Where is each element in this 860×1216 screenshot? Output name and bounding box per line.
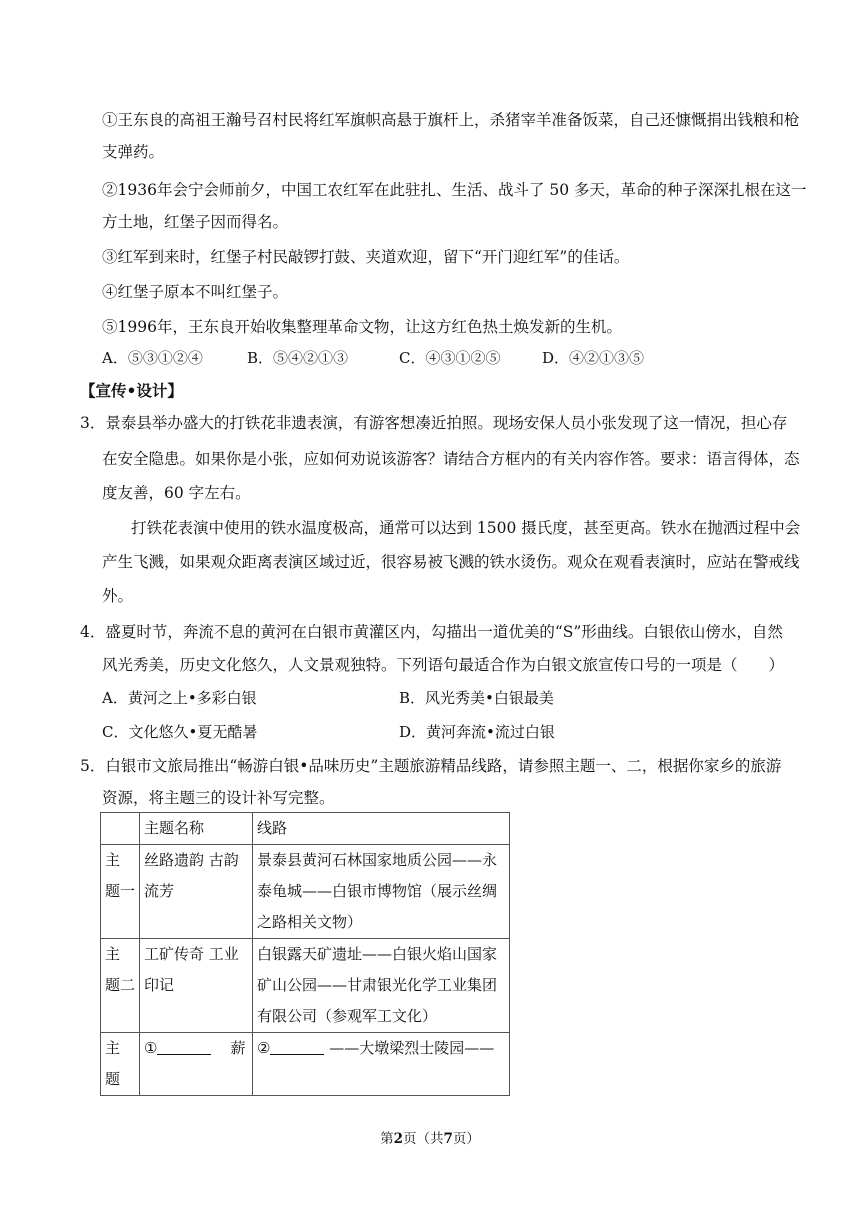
- section-heading: 【宣传•设计】: [80, 381, 183, 400]
- q3-material-line-3: 外。: [102, 587, 134, 605]
- q2-option-b: B．⑤④②①③: [247, 349, 349, 367]
- q2-sentence-3: ③红军到来时，红堡子村民敲锣打鼓、夹道欢迎，留下“开门迎红军”的佳话。: [102, 248, 630, 266]
- q2-sentence-1-line-2: 支弹药。: [102, 143, 165, 161]
- theme-route-table: [100, 812, 510, 1096]
- q2-sentence-5: ⑤1996年，王东良开始收集整理革命文物，让这方红色热土焕发新的生机。: [102, 318, 622, 336]
- row-label-theme-2: 主 题二: [101, 939, 140, 1033]
- q4-option-a: A．黄河之上•多彩白银: [102, 689, 257, 707]
- q2-option-a: A．⑤③①②④: [102, 349, 203, 367]
- q2-option-c: C．④③①②⑤: [399, 349, 501, 367]
- table-header-row: [101, 813, 510, 845]
- q4-line-1: 4．盛夏时节，奔流不息的黄河在白银市黄灌区内，勾描出一道优美的“S”形曲线。白银依山傍水，自然: [80, 623, 783, 641]
- q2-option-d: D．④②①③⑤: [542, 349, 645, 367]
- q4-option-d: D．黄河奔流•流过白银: [399, 723, 555, 741]
- current-page-number: 2: [393, 1131, 403, 1147]
- q3-material-line-1: 打铁花表演中使用的铁水温度极高，通常可以达到 1500 摄氏度，甚至更高。铁水在抛洒过程中会: [131, 519, 801, 537]
- theme-3-route-tail: ——大墩梁烈士陵园——: [329, 1039, 495, 1057]
- footer-prefix: 第: [380, 1131, 394, 1147]
- total-page-number: 7: [443, 1131, 453, 1147]
- theme-2-name: 工矿传奇 工业印记: [140, 939, 253, 1033]
- q4-line-2: 风光秀美，历史文化悠久，人文景观独特。下列语句最适合作为白银文旅宣传口号的一项是（ ）: [102, 656, 785, 674]
- footer-suffix: 页）: [452, 1131, 480, 1147]
- theme-1-route: 景泰县黄河石林国家地质公园——永泰龟城——白银市博物馆（展示丝绸之路相关文物）: [253, 845, 510, 939]
- table-header-theme-name: 主题名称: [140, 813, 253, 845]
- table-row: [101, 939, 510, 1033]
- theme-3-name-cell: [140, 1033, 253, 1096]
- q2-sentence-4: ④红堡子原本不叫红堡子。: [102, 283, 289, 301]
- table-row: [101, 845, 510, 939]
- footer-middle: 页（共: [403, 1131, 444, 1147]
- q3-line-1: 3．景泰县举办盛大的打铁花非遗表演，有游客想凑近拍照。现场安保人员小张发现了这一情况，担心存: [80, 414, 788, 432]
- blank-1-marker: ①: [144, 1039, 158, 1057]
- q3-line-2: 在安全隐患。如果你是小张，应如何劝说该游客？请结合方框内的有关内容作答。要求：语言得体，态: [102, 450, 800, 468]
- q5-line-1: 5．白银市文旅局推出“畅游白银•品味历史”主题旅游精品线路，请参照主题一、二，根据你家乡的旅游: [80, 757, 782, 775]
- row-label-theme-1: 主 题一: [101, 845, 140, 939]
- theme-1-name: 丝路遗韵 古韵流芳: [140, 845, 253, 939]
- q2-sentence-1-line-1: ①王东良的高祖王瀚号召村民将红军旗帜高悬于旗杆上，杀猪宰羊准备饭菜，自己还慷慨捐出钱粮和枪: [102, 111, 800, 129]
- q4-option-c: C．文化悠久•夏无酷暑: [102, 723, 258, 741]
- q4-option-b: B．风光秀美•白银最美: [399, 689, 554, 707]
- table-header-blank: [101, 813, 140, 845]
- q2-sentence-2-line-2: 方土地，红堡子因而得名。: [102, 213, 289, 231]
- q3-line-3: 度友善，60 字左右。: [102, 484, 251, 502]
- theme-2-route: 白银露天矿遗址——白银火焰山国家矿山公园——甘肃银光化学工业集团有限公司（参观军工文化）: [253, 939, 510, 1033]
- table-row: [101, 1033, 510, 1096]
- answer-blank-1[interactable]: [157, 1038, 211, 1055]
- theme-3-route-cell: [253, 1033, 510, 1096]
- q2-sentence-2-line-1: ②1936年会宁会师前夕，中国工农红军在此驻扎、生活、战斗了 50 多天，革命的种子深深扎根在这一: [102, 181, 807, 199]
- answer-blank-2[interactable]: [270, 1038, 324, 1055]
- theme-3-name-tail: 薪: [230, 1039, 246, 1057]
- q3-material-line-2: 产生飞溅，如果观众距离表演区域过近，很容易被飞溅的铁水烫伤。观众在观看表演时，应站在警戒线: [102, 553, 800, 571]
- row-label-theme-3: 主 题: [101, 1033, 140, 1096]
- page-footer: [0, 1127, 860, 1147]
- table-header-route: 线路: [253, 813, 510, 845]
- q5-line-2: 资源，将主题三的设计补写完整。: [102, 789, 335, 807]
- blank-2-marker: ②: [257, 1039, 271, 1057]
